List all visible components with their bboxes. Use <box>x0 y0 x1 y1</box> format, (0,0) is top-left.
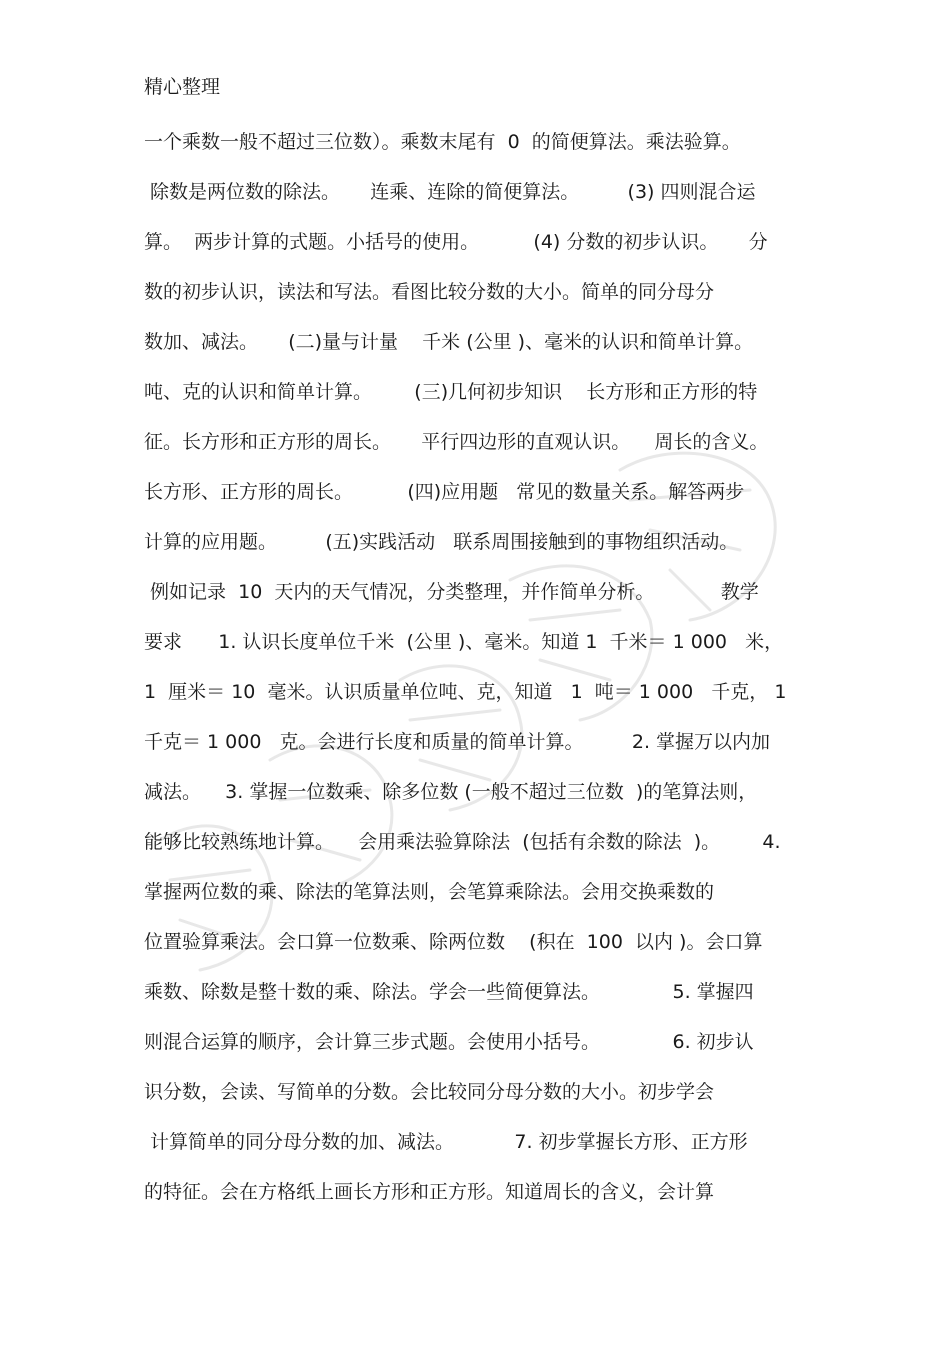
text-line: 数加、减法。 (二)量与计量 千米 (公里 )、毫米的认识和简单计算。 <box>144 331 754 353</box>
text-line: 能够比较熟练地计算。 会用乘法验算除法 (包括有余数的除法 )。 4. <box>144 831 781 853</box>
text-line: 征。长方形和正方形的周长。 平行四边形的直观认识。 周长的含义。 <box>144 431 769 453</box>
page-header: 精心整理 <box>144 76 221 98</box>
text-line: 算。 两步计算的式题。小括号的使用。 (4) 分数的初步认识。 分 <box>144 231 768 253</box>
text-line: 计算简单的同分母分数的加、减法。 7. 初步掌握长方形、正方形 <box>144 1131 748 1153</box>
text-line: 数的初步认识，读法和写法。看图比较分数的大小。简单的同分母分 <box>144 281 715 303</box>
text-line: 吨、克的认识和简单计算。 (三)几何初步知识 长方形和正方形的特 <box>144 381 758 403</box>
text-line: 位置验算乘法。会口算一位数乘、除两位数 (积在 100 以内 )。会口算 <box>144 931 763 953</box>
document-body <box>144 128 814 1228</box>
text-line: 长方形、正方形的周长。 (四)应用题 常见的数量关系。解答两步 <box>144 481 745 503</box>
text-line: 识分数，会读、写简单的分数。会比较同分母分数的大小。初步学会 <box>144 1081 715 1103</box>
text-line: 例如记录 10 天内的天气情况，分类整理，并作简单分析。 教学 <box>144 581 759 603</box>
text-line: 除数是两位数的除法。 连乘、连除的简便算法。 (3) 四则混合运 <box>144 181 756 203</box>
text-line: 则混合运算的顺序，会计算三步式题。会使用小括号。 6. 初步认 <box>144 1031 754 1053</box>
text-line: 掌握两位数的乘、除法的笔算法则，会笔算乘除法。会用交换乘数的 <box>144 881 715 903</box>
text-line: 计算的应用题。 (五)实践活动 联系周围接触到的事物组织活动。 <box>144 531 739 553</box>
text-line: 要求 1. 认识长度单位千米 (公里 )、毫米。知道 1 千米＝ 1 000 米， <box>144 631 784 653</box>
text-line: 乘数、除数是整十数的乘、除法。学会一些简便算法。 5. 掌握四 <box>144 981 754 1003</box>
text-line: 千克＝ 1 000 克。会进行长度和质量的简单计算。 2. 掌握万以内加 <box>144 731 771 753</box>
text-line: 的特征。会在方格纸上画长方形和正方形。知道周长的含义，会计算 <box>144 1181 715 1203</box>
text-line: 一个乘数一般不超过三位数）。乘数末尾有 0 的简便算法。乘法验算。 <box>144 131 741 153</box>
text-line: 1 厘米＝ 10 毫米。认识质量单位吨、克，知道 1 吨＝ 1 000 千克， 1 <box>144 681 787 703</box>
text-line: 减法。 3. 掌握一位数乘、除多位数 (一般不超过三位数 )的笔算法则， <box>144 781 758 803</box>
